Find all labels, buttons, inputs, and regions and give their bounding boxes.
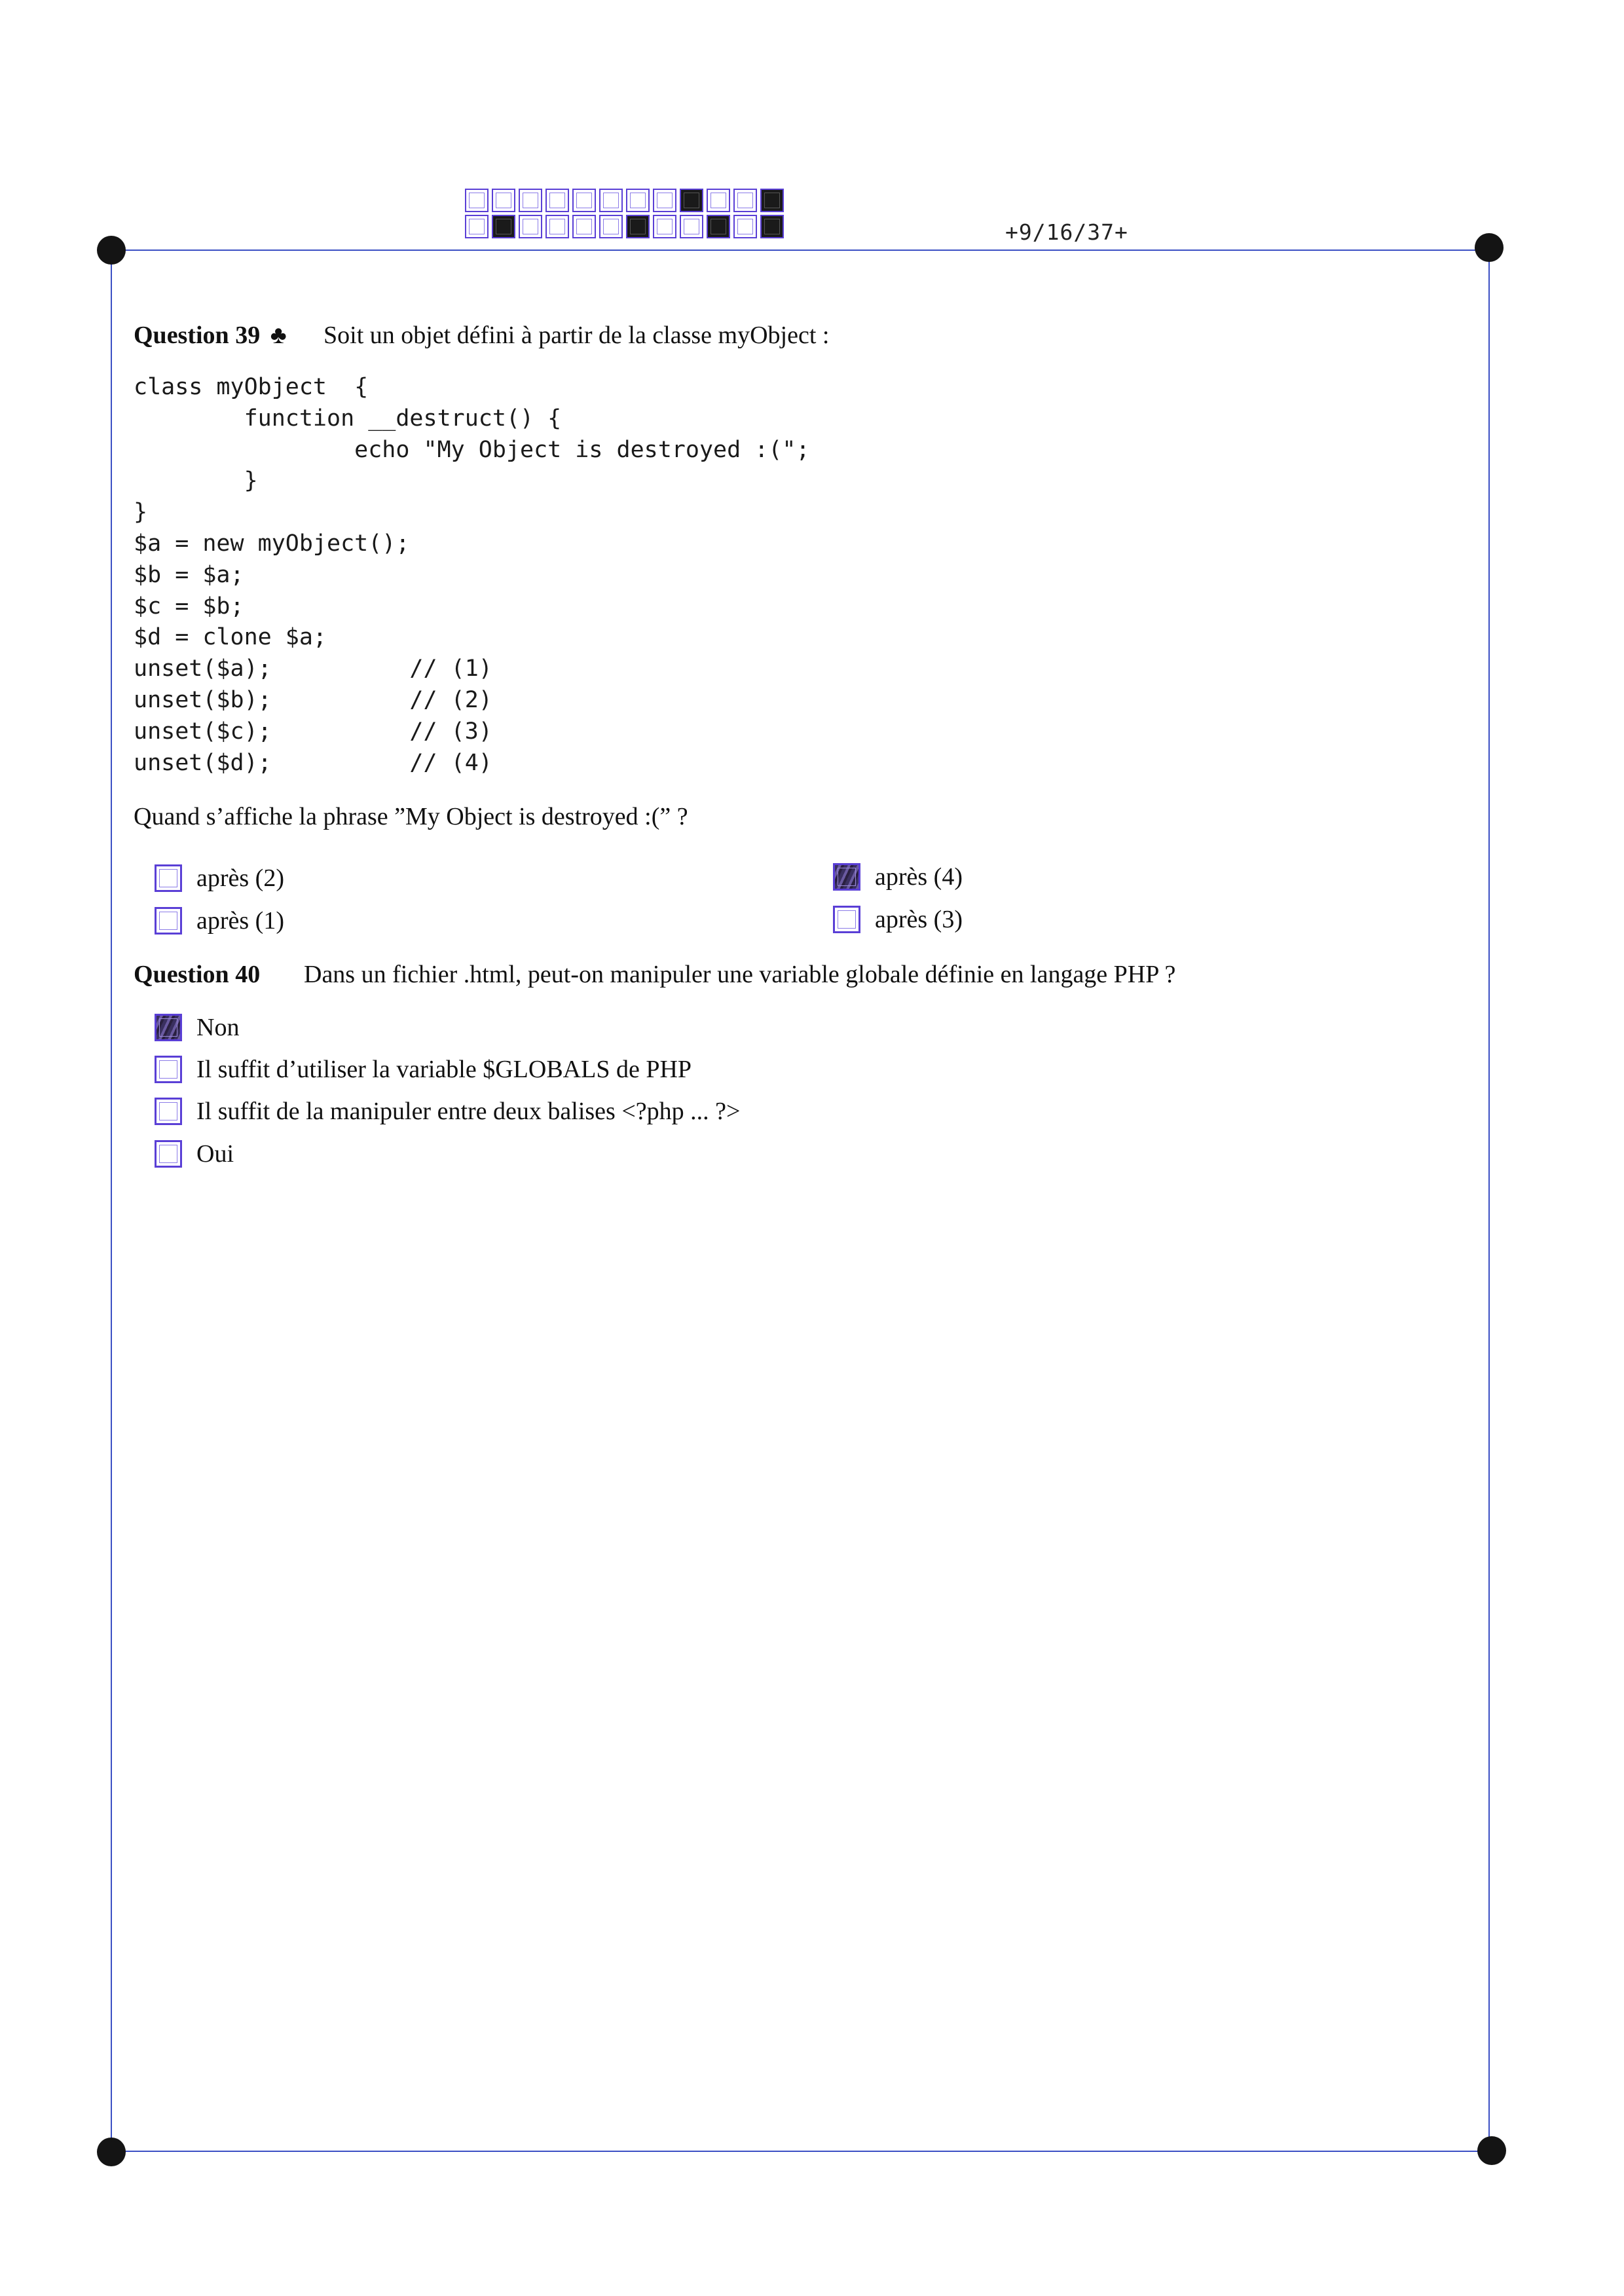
id-code-cell [545, 189, 569, 212]
registration-mark-top-right [1475, 233, 1504, 262]
id-code-cell [545, 215, 569, 238]
id-code-cell [599, 189, 623, 212]
id-code-cell [653, 215, 676, 238]
id-code-cell [572, 189, 596, 212]
checkbox[interactable] [155, 1098, 182, 1125]
id-code-cell [760, 215, 784, 238]
answer-label: après (1) [196, 907, 284, 935]
id-code-cell [572, 215, 596, 238]
id-code-cell [519, 189, 542, 212]
checkbox[interactable] [155, 864, 182, 892]
answer-40-non[interactable] [155, 1013, 239, 1042]
answer-label: après (4) [875, 863, 963, 891]
answer-39-apres-4[interactable] [833, 862, 963, 891]
frame-left-line [111, 250, 112, 2152]
id-code-cell [626, 215, 650, 238]
answer-39-apres-2[interactable] [155, 864, 284, 893]
question-40-label: Question 40 [134, 961, 261, 988]
answer-label: Non [196, 1014, 240, 1041]
page-number: +9/16/37+ [1005, 219, 1128, 245]
id-code-cell [465, 215, 489, 238]
checkbox[interactable] [155, 1140, 182, 1168]
id-code-cell [492, 215, 515, 238]
frame-bottom-line [111, 2151, 1492, 2152]
answer-label: Oui [196, 1140, 234, 1168]
registration-mark-bottom-left [97, 2138, 126, 2166]
id-code-cell [760, 189, 784, 212]
id-code-cell [626, 189, 650, 212]
question-39-prompt: Quand s’affiche la phrase ”My Object is destroyed :(” ? [134, 803, 688, 830]
answer-label: après (3) [875, 906, 963, 933]
question-39-header [134, 321, 287, 350]
answer-40-globals[interactable] [155, 1055, 692, 1084]
answer-39-apres-1[interactable] [155, 906, 284, 935]
checkbox[interactable] [833, 906, 860, 933]
id-code-cell [707, 215, 730, 238]
question-39-text: Soit un objet défini à partir de la classe myObject : [323, 322, 830, 349]
checkbox[interactable] [833, 863, 860, 891]
id-code-cell [653, 189, 676, 212]
id-code-cell [519, 215, 542, 238]
club-icon: ♣ [270, 322, 287, 349]
id-code-cell [680, 215, 703, 238]
frame-top-line [111, 250, 1489, 251]
registration-mark-bottom-right [1477, 2136, 1506, 2165]
id-code-cell [465, 189, 489, 212]
answer-40-php-tags[interactable] [155, 1097, 740, 1126]
id-code-cell [733, 215, 757, 238]
question-40-header [134, 960, 260, 989]
page-id-code [465, 189, 787, 241]
answer-label: Il suffit de la manipuler entre deux balises <?php ... ?> [196, 1098, 741, 1125]
answer-label: après (2) [196, 864, 284, 892]
registration-mark-top-left [97, 236, 126, 265]
answer-40-oui[interactable] [155, 1139, 234, 1168]
id-code-cell [680, 189, 703, 212]
id-code-cell [599, 215, 623, 238]
question-39-label: Question 39 [134, 322, 261, 349]
answer-39-apres-3[interactable] [833, 905, 963, 934]
page-id-code-row-2 [465, 215, 787, 238]
id-code-cell [707, 189, 730, 212]
checkbox[interactable] [155, 1014, 182, 1041]
checkbox[interactable] [155, 907, 182, 935]
page-id-code-row-1 [465, 189, 787, 212]
checkbox[interactable] [155, 1056, 182, 1083]
frame-right-line [1488, 248, 1490, 2151]
question-39-code: class myObject { function __destruct() { echo "My Object is destroyed :("; } } $a = new myObject(); $b = $a; $c = $b; $d = clone $a; unset($a); // (1) unset($b); // (2) unset($c); // (3) unset($d); // (4) [134, 374, 810, 776]
id-code-cell [733, 189, 757, 212]
id-code-cell [492, 189, 515, 212]
answer-label: Il suffit d’utiliser la variable $GLOBALS de PHP [196, 1056, 692, 1083]
question-40-text: Dans un fichier .html, peut-on manipuler une variable globale définie en langage PHP ? [304, 961, 1176, 988]
